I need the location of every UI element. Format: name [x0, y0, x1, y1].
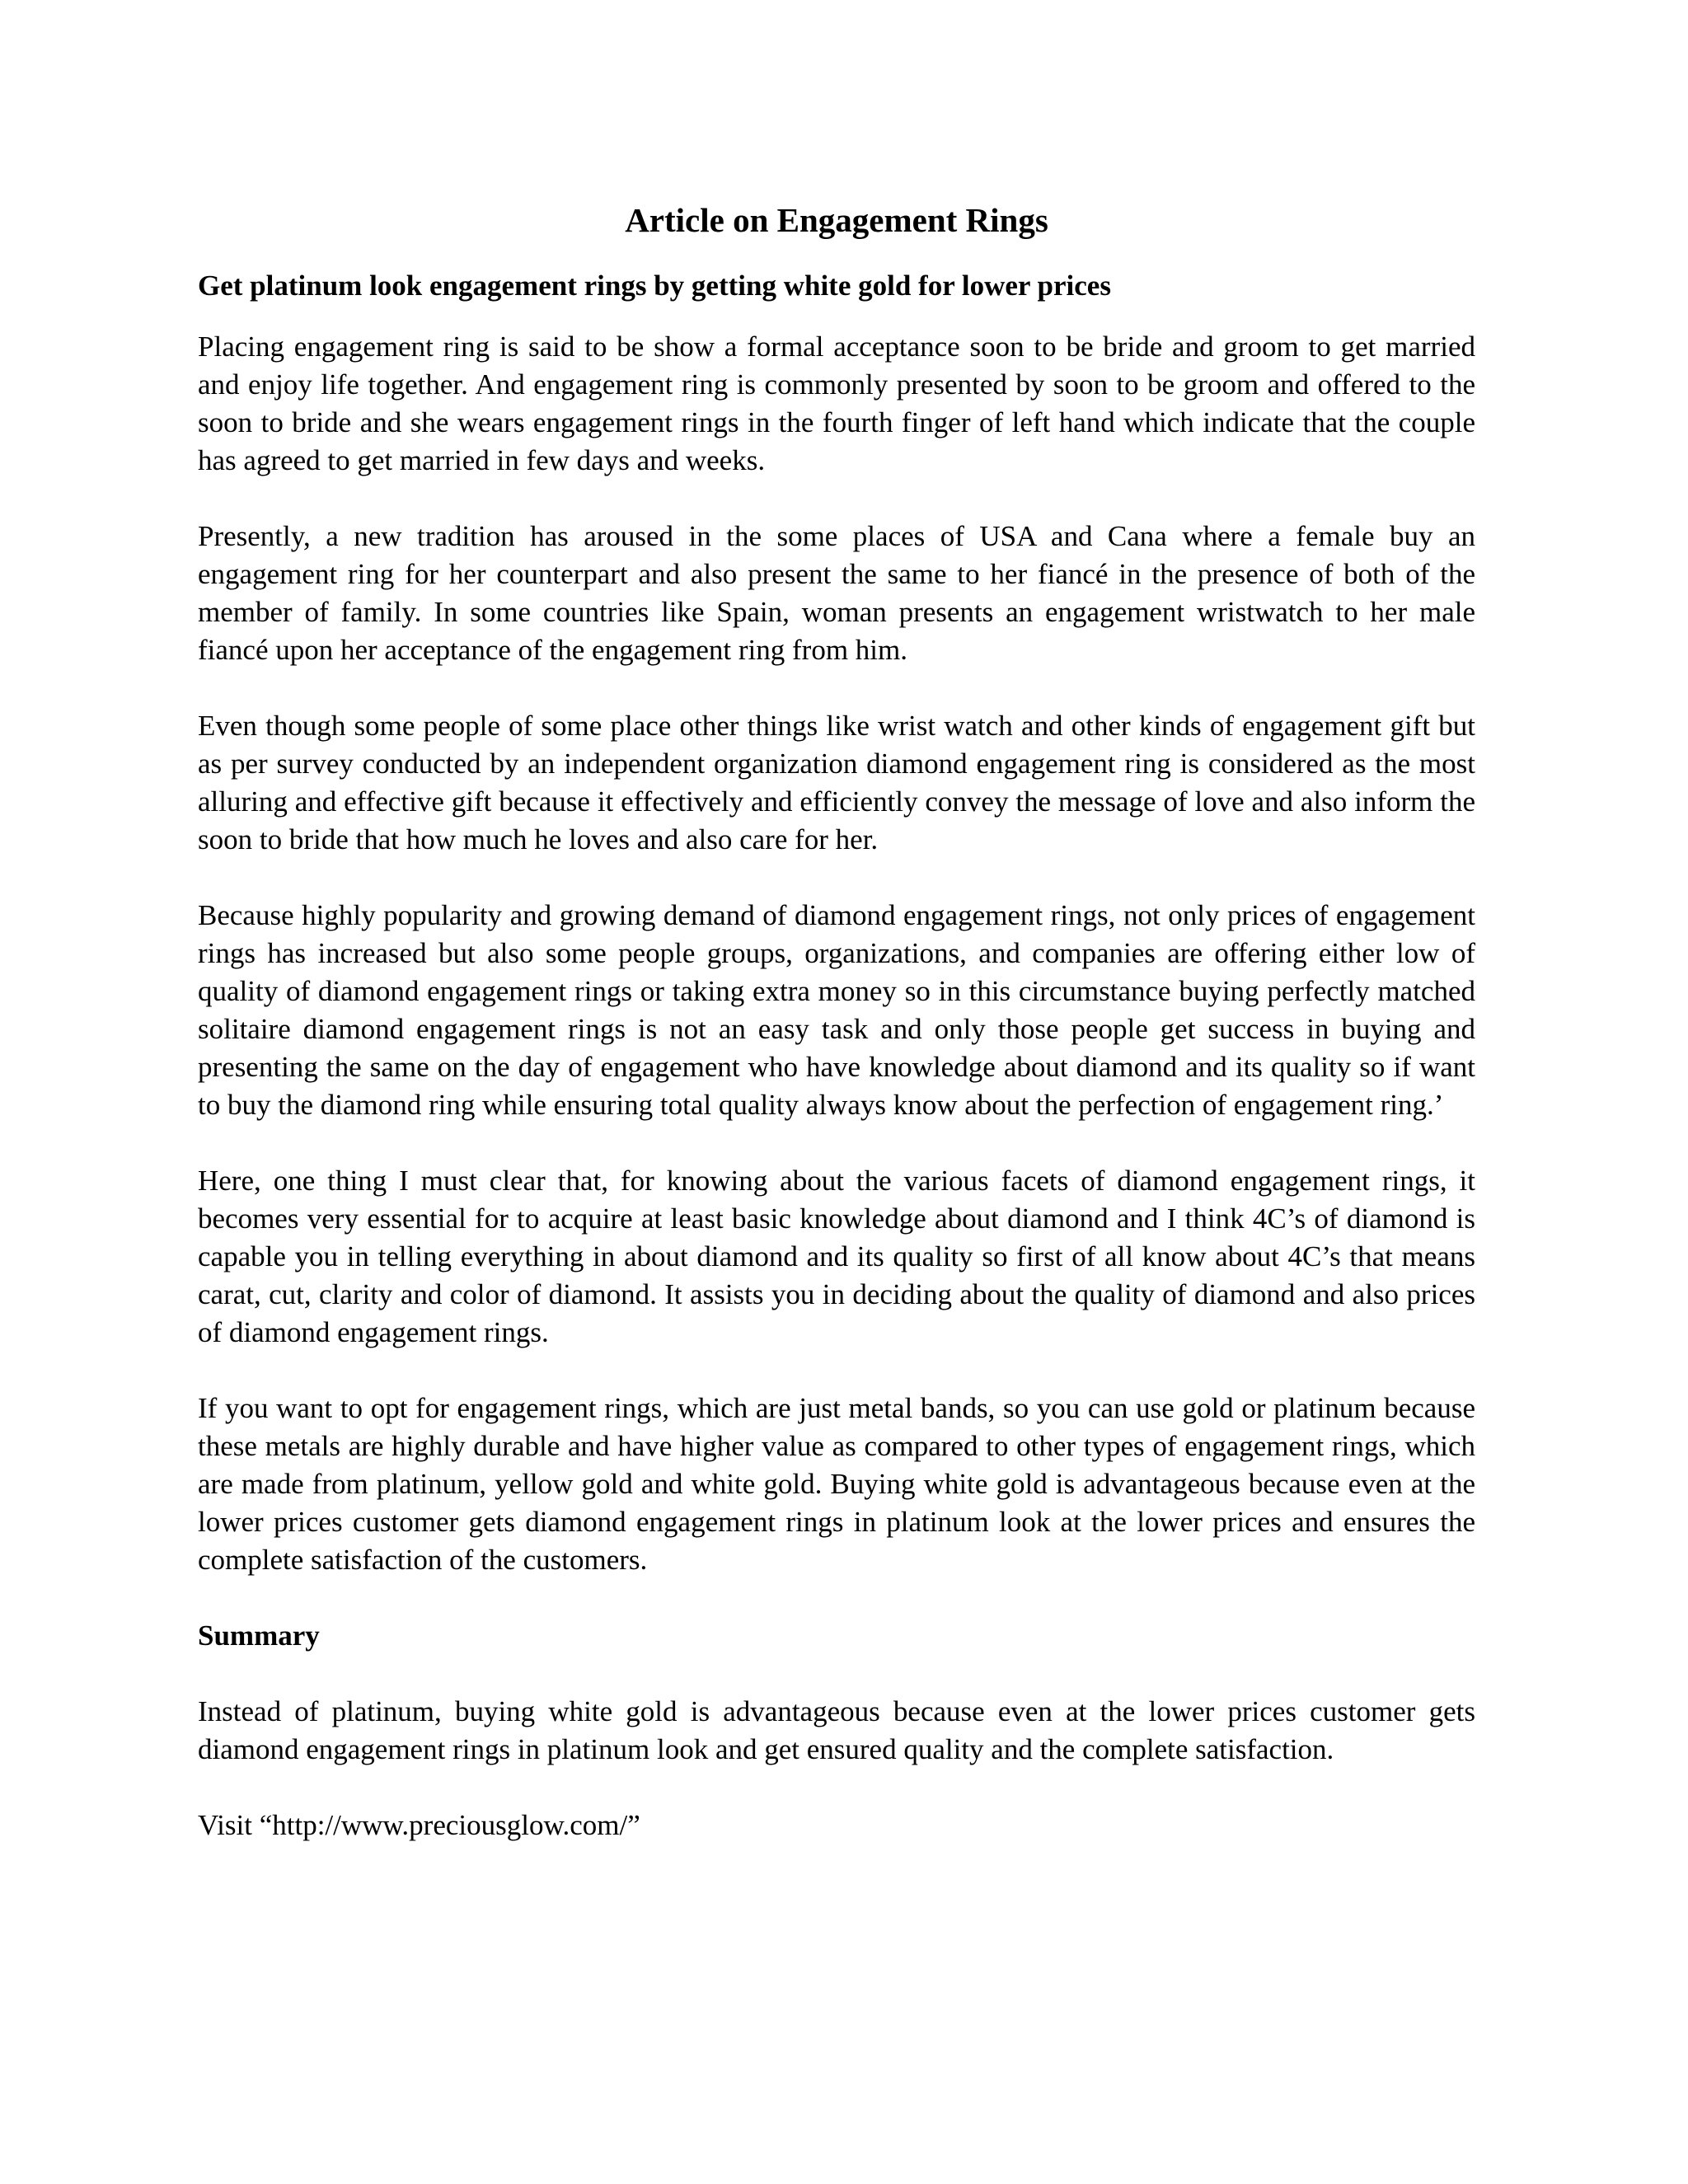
- paragraph-metal-bands: If you want to opt for engagement rings, which are just metal bands, so you can use gold or platinum because these metals are highly durable and have higher value as compared to other types of engagement rings, which are made from platinum, yellow gold and white gold. Buying white gold is advantageous because even at the lower prices customer gets diamond engagement rings in platinum look at the lower prices and ensures the complete satisfaction of the customers.: [198, 1392, 1475, 1576]
- article-body: [198, 196, 1475, 1844]
- paragraph-engagement-gift: Even though some people of some place other things like wrist watch and other kinds of engagement gift but as per survey conducted by an independent organization diamond engagement ring is considered as the most alluring and effective gift because it effectively and efficiently convey the message of love and also inform the soon to bride that how much he loves and also care for her.: [198, 710, 1475, 855]
- summary-heading: Summary: [198, 1619, 320, 1652]
- article-subtitle: Get platinum look engagement rings by getting white gold for lower prices: [198, 269, 1111, 302]
- paragraph-popularity: Because highly popularity and growing demand of diamond engagement rings, not only prices of engagement rings has increased but also some people groups, organizations, and companies are offering either low of quality of diamond engagement rings or taking extra money so in this circumstance buying perfectly matched solitaire diamond engagement rings is not an easy task and only those people get success in buying and presenting the same on the day of engagement who have knowledge about diamond and its quality so if want to buy the diamond ring while ensuring total quality always know about the perfection of engagement ring.’: [198, 899, 1475, 1121]
- summary-paragraph: Instead of platinum, buying white gold is advantageous because even at the lower prices customer gets diamond engagement rings in platinum look and get ensured quality and the complete satisfaction.: [198, 1695, 1475, 1765]
- article-title: Article on Engagement Rings: [625, 201, 1048, 239]
- paragraph-4cs: Here, one thing I must clear that, for knowing about the various facets of diamond engagement rings, it becomes very essential for to acquire at least basic knowledge about diamond and I think 4C’s of diamond is capable you in telling everything in about diamond and its quality so first of all know about 4C’s that means carat, cut, clarity and color of diamond. It assists you in deciding about the quality of diamond and also prices of diamond engagement rings.: [198, 1165, 1475, 1348]
- visit-link-text: Visit “http://www.preciousglow.com/”: [198, 1809, 640, 1841]
- paragraph-intro: Placing engagement ring is said to be show a formal acceptance soon to be bride and groom to get married and enjoy life together. And engagement ring is commonly presented by soon to be groom and offered to the soon to bride and she wears engagement rings in the fourth finger of left hand which indicate that the couple has agreed to get married in few days and weeks.: [198, 330, 1475, 476]
- paragraph-new-tradition: Presently, a new tradition has aroused in the some places of USA and Cana where a female buy an engagement ring for her counterpart and also present the same to her fiancé in the presence of both of the member of family. In some countries like Spain, woman presents an engagement wristwatch to her male fiancé upon her acceptance of the engagement ring from him.: [198, 520, 1475, 666]
